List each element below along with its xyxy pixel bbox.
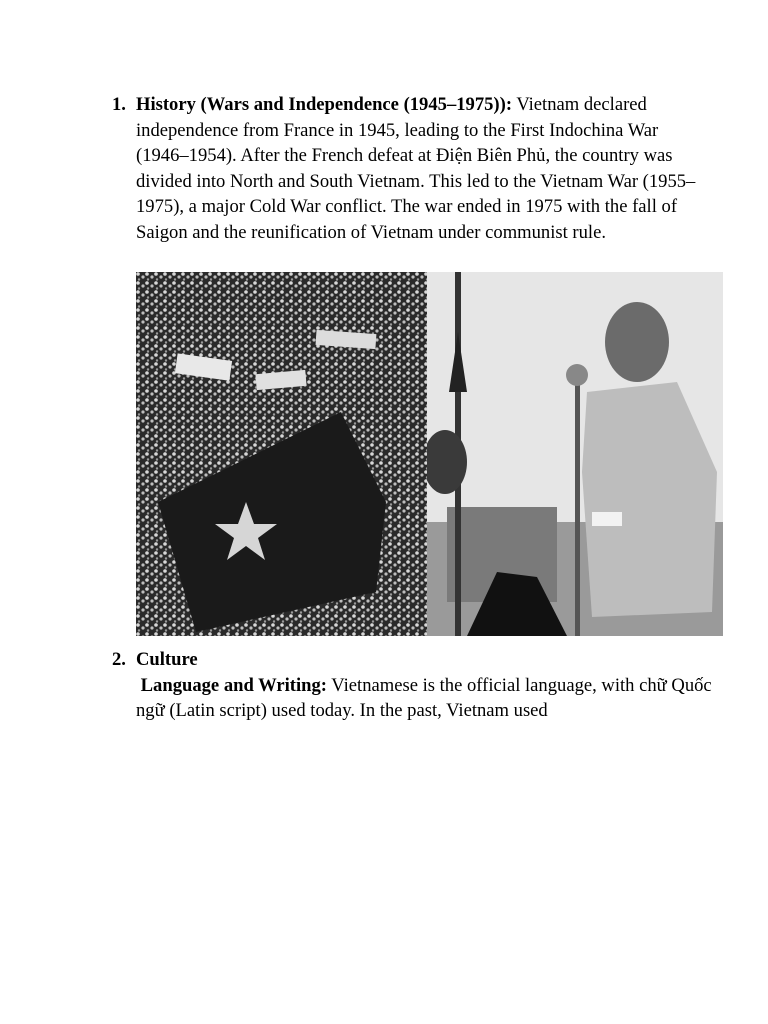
historical-photo	[136, 272, 723, 636]
history-heading: History (Wars and Independence (1945–1975)):	[136, 94, 513, 115]
history-text: Vietnam declared independence from France in 1945, leading to the First Indochina War (1946–1954). After the French defeat at Điện Biên Phủ, the country was divided into North and South Vietnam. This led to the Vietnam War (1955–1975), a major Cold War conflict. The war ended in 1975 with the fall of Saigon and the reunification of Vietnam under communist rule.	[136, 94, 696, 243]
language-subheading: Language and Writing:	[140, 674, 327, 696]
crowd-with-flag-photo	[136, 272, 427, 636]
list-item-history	[112, 92, 712, 246]
culture-heading: Culture	[136, 649, 198, 670]
language-paragraph	[136, 673, 712, 724]
list-item-culture	[112, 647, 712, 724]
culture-block	[136, 647, 712, 724]
list-number: 2.	[112, 649, 126, 670]
language-text: Vietnamese is the official language, with chữ Quốc ngữ (Latin script) used today. In the past, Vietnam used	[136, 674, 712, 722]
history-paragraph	[136, 92, 712, 246]
list-number: 1.	[112, 94, 126, 115]
speaker-at-microphone-photo	[427, 272, 723, 636]
